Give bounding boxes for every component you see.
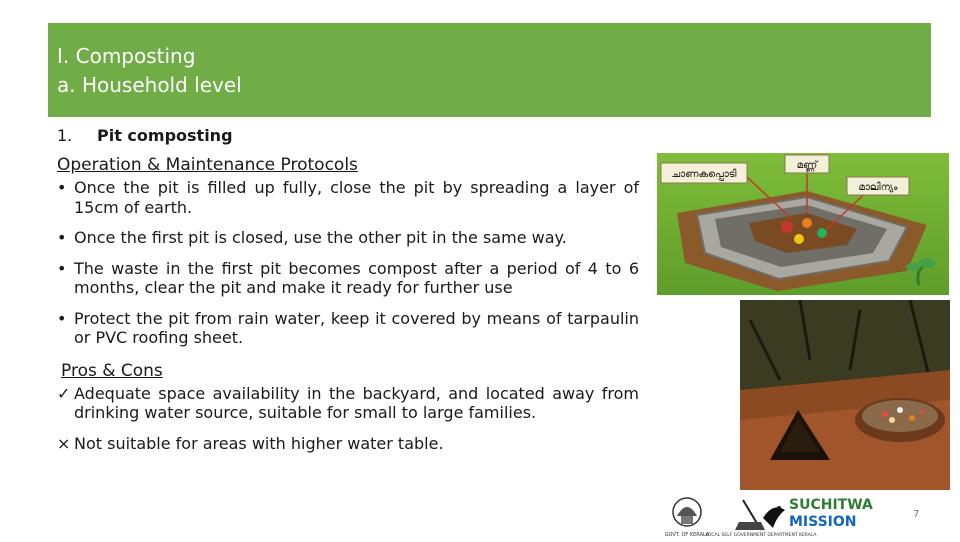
pro-item	[57, 384, 639, 423]
lsgd-text: LOCAL SELF GOVERNMENT DEPARTMENT KERALA	[705, 533, 817, 538]
pros-cons-list	[57, 384, 639, 454]
mission-text: MISSION	[789, 514, 857, 530]
operation-text: Once the first pit is closed, use the other pit in the same way.	[74, 228, 567, 247]
subheading-number: 1.	[57, 126, 73, 145]
con-text: Not suitable for areas with higher water table.	[74, 433, 444, 453]
pit-diagram-image	[657, 153, 949, 295]
pit-photo-illustration	[740, 300, 950, 490]
page-number: 7	[913, 509, 920, 520]
subheading	[57, 126, 233, 145]
con-item	[57, 434, 639, 454]
operation-text: Protect the pit from rain water, keep it covered by means of tarpaulin or PVC roofing sheet.	[74, 308, 639, 347]
suchitwa-text: SUCHITWA	[789, 497, 873, 513]
logos-illustration	[665, 494, 885, 538]
bullet-icon: •	[57, 228, 67, 247]
govt-kerala-text: GOVT. OF KERALA	[665, 532, 710, 538]
pit-diagram-illustration	[657, 153, 949, 295]
title-banner	[48, 23, 931, 117]
label-waste: മാലിന്യം	[858, 182, 898, 193]
pro-text: Adequate space availability in the backyard, and located away from drinking water source, suitable for small to large families.	[74, 383, 639, 422]
title-line-2: a. Household level	[57, 73, 242, 97]
broom-bird-icon	[735, 500, 785, 530]
bullet-icon: •	[57, 308, 67, 328]
list-item	[57, 259, 639, 298]
logo-strip	[665, 494, 885, 538]
pros-cons-title: Pros & Cons	[61, 360, 163, 381]
cross-icon: ×	[57, 433, 71, 453]
list-item	[57, 178, 639, 217]
title-line-1: I. Composting	[57, 44, 196, 68]
operation-title: Operation & Maintenance Protocols	[57, 155, 358, 175]
operation-text: Once the pit is filled up fully, close the pit by spreading a layer of 15cm of earth.	[74, 178, 639, 217]
bullet-icon: •	[57, 178, 67, 197]
bullet-icon: •	[57, 258, 67, 278]
list-item	[57, 228, 639, 248]
pit-photo	[740, 300, 950, 490]
kerala-emblem-icon	[673, 498, 701, 526]
label-dung-powder: ചാണകപ്പൊടി	[671, 169, 737, 180]
operation-list	[57, 178, 639, 348]
operation-text: The waste in the first pit becomes compost after a period of 4 to 6 months, clear the pit and make it ready for further use	[74, 258, 639, 297]
label-soil: മണ്ണ്	[796, 160, 818, 171]
subheading-text: Pit composting	[97, 126, 233, 145]
check-icon: ✓	[57, 383, 71, 403]
content-body	[57, 153, 639, 464]
list-item	[57, 309, 639, 348]
